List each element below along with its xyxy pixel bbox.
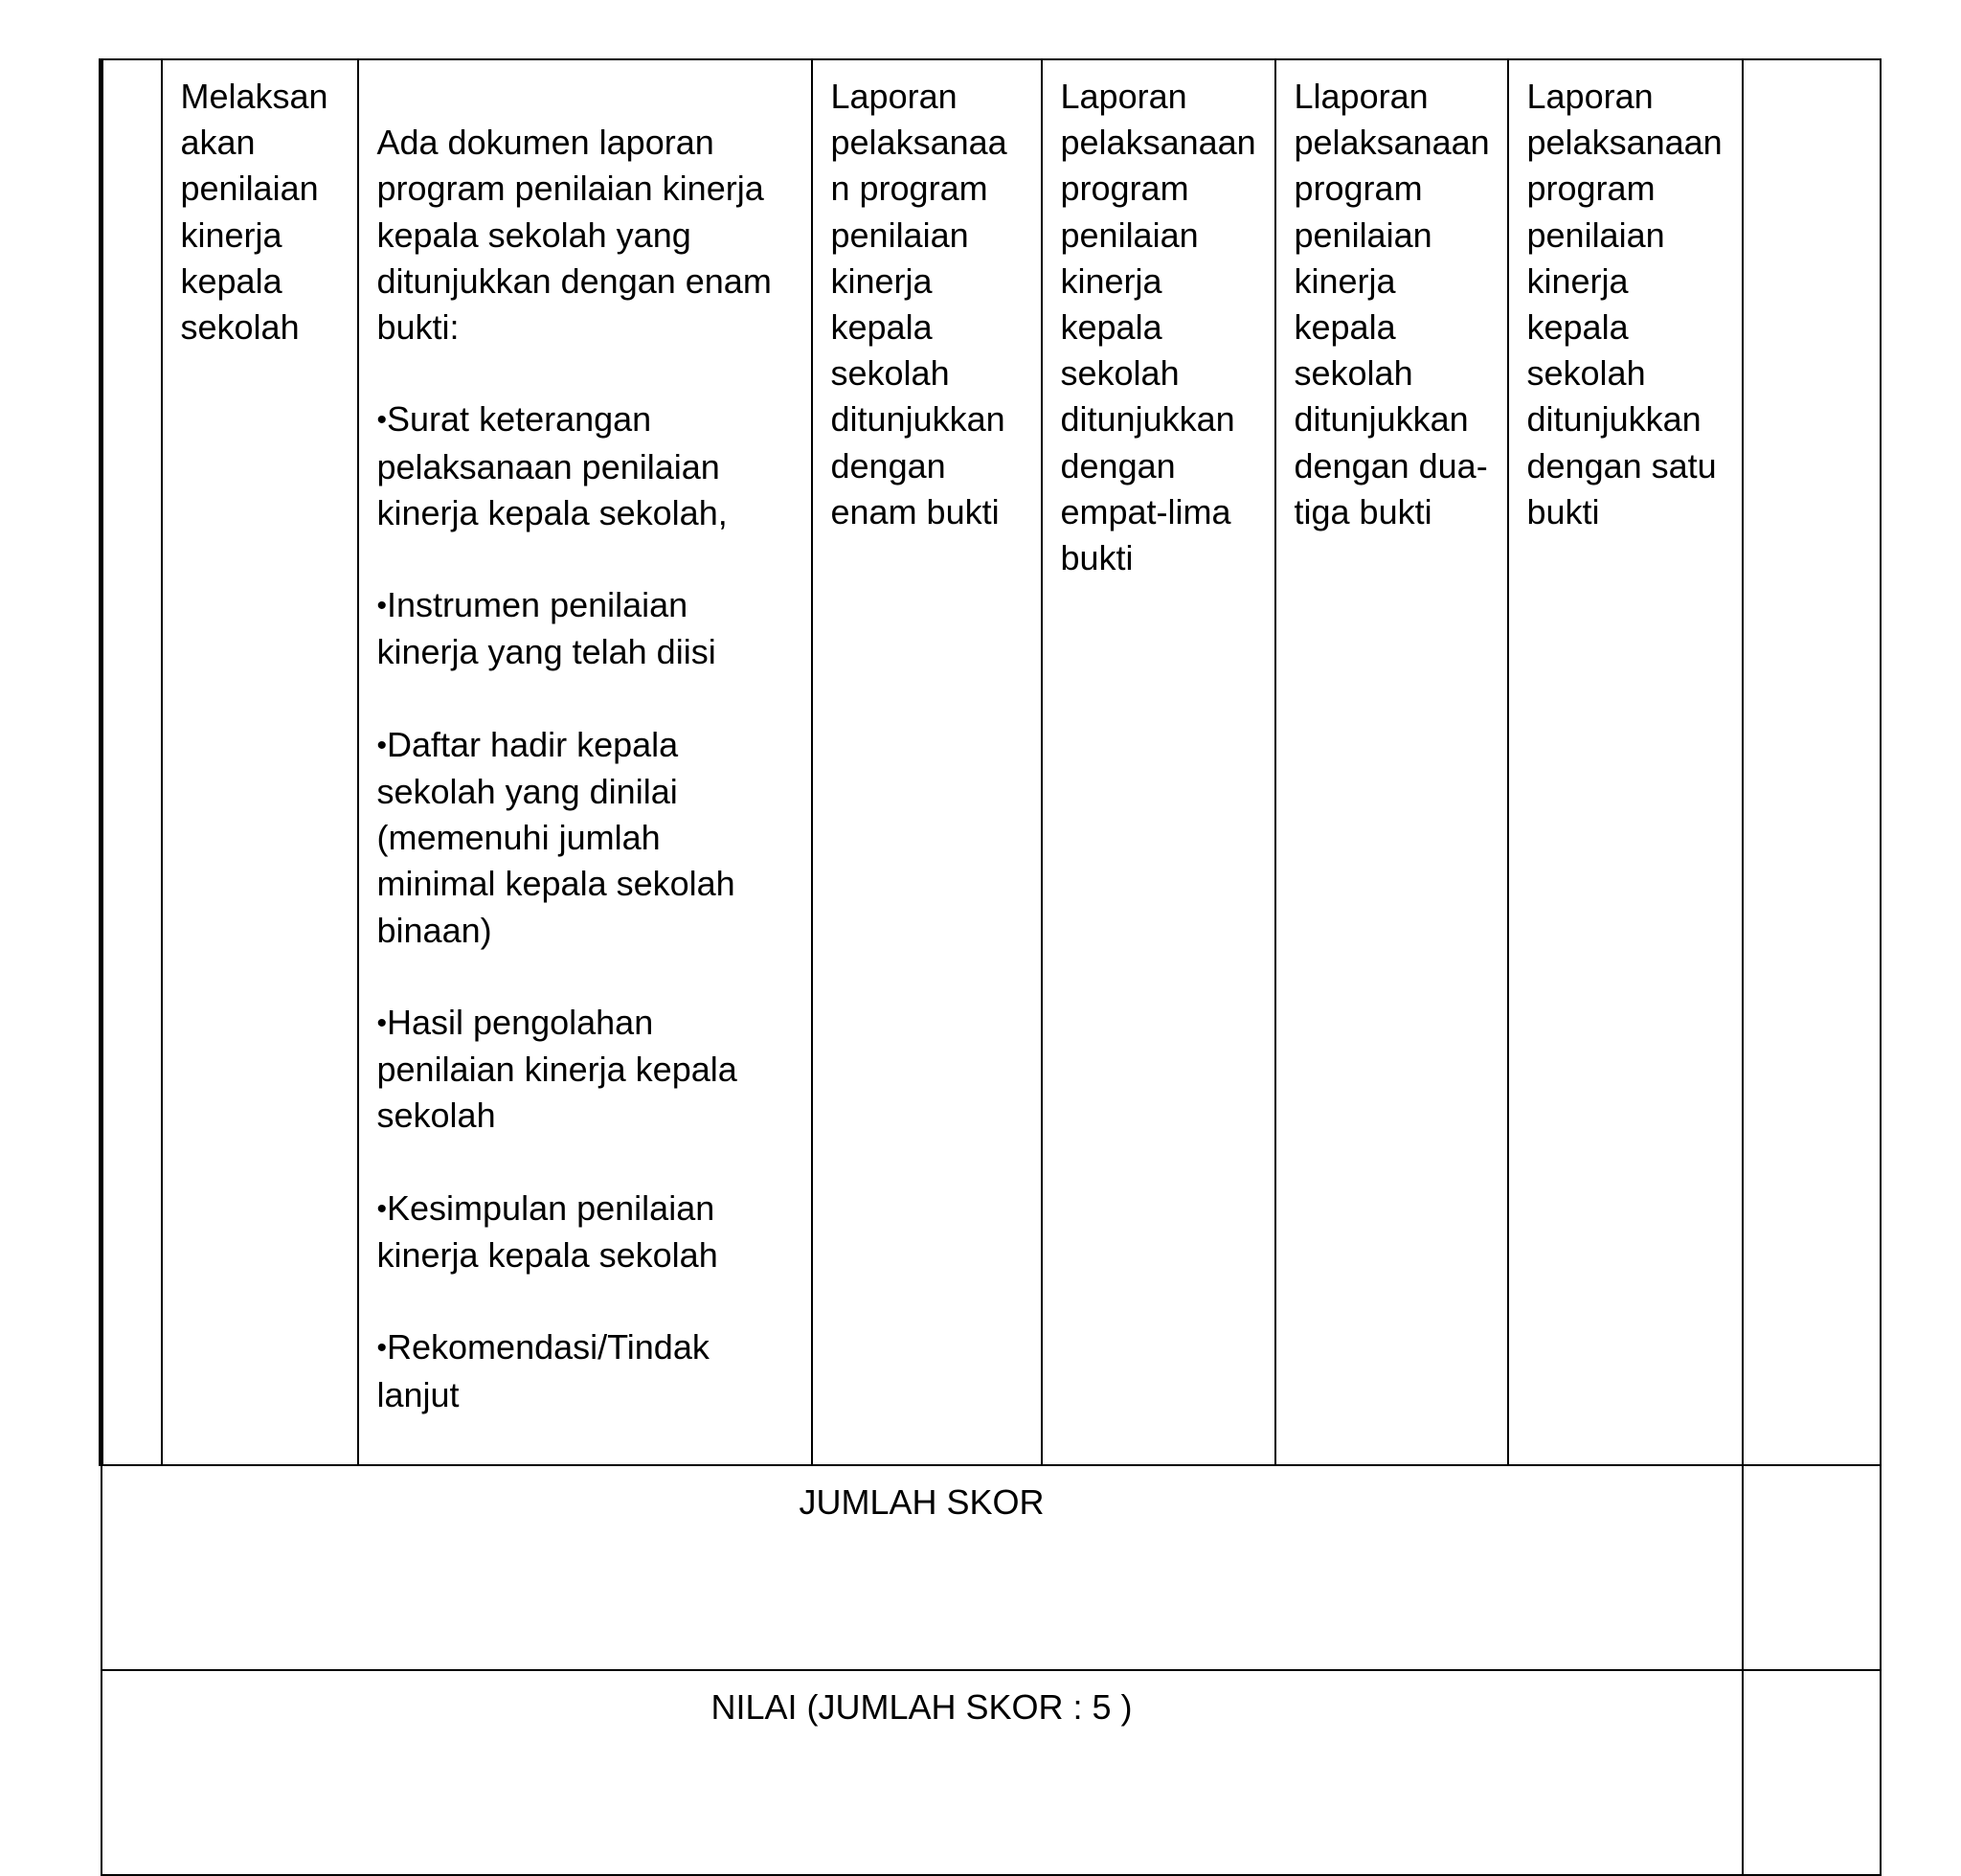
bullet-icon: • <box>376 404 388 437</box>
indicator-bullet <box>377 722 794 954</box>
indicator-bullet-text: Surat keterangan pelaksanaan penilaian kinerja kepala sekolah, <box>376 399 728 532</box>
indicator-bullet <box>377 1000 794 1140</box>
total-score-row <box>101 1465 1881 1670</box>
final-value-cell <box>1743 1670 1881 1875</box>
score-level-2-cell: Llaporan pelaksanaan program penilaian kinerja kepala sekolah ditunjukkan dengan dua- tiga bukti <box>1275 59 1508 1465</box>
score-cell <box>1743 59 1881 1465</box>
indicator-bullet <box>377 582 794 675</box>
final-value-row <box>101 1670 1881 1875</box>
indicator-bullet-text: Hasil pengolahan penilaian kinerja kepala sekolah <box>376 1003 737 1136</box>
bullet-icon: • <box>376 590 388 622</box>
bullet-icon: • <box>376 729 388 761</box>
criterion-row <box>101 59 1881 1465</box>
indicator-bullet <box>377 396 794 536</box>
score-level-1-cell: Laporan pelaksanaan program penilaian kinerja kepala sekolah ditunjukkan dengan satu bukti <box>1508 59 1743 1465</box>
indicator-bullet-text: Daftar hadir kepala sekolah yang dinilai (memenuhi jumlah minimal kepala sekolah binaan) <box>376 724 735 950</box>
score-level-4-cell: Laporan pelaksanaa n program penilaian kinerja kepala sekolah ditunjukkan dengan enam bukti <box>812 59 1042 1465</box>
indicator-bullet-text: Instrumen penilaian kinerja yang telah diisi <box>376 585 716 672</box>
rubric-table <box>99 58 1882 1876</box>
total-score-value-cell <box>1743 1465 1881 1670</box>
bullet-icon: • <box>376 1332 388 1365</box>
bullet-icon: • <box>376 1007 388 1040</box>
score-level-3-cell: Laporan pelaksanaan program penilaian kinerja kepala sekolah ditunjukkan dengan empat-lima bukti <box>1042 59 1275 1465</box>
indicator-bullet <box>377 1324 794 1417</box>
bullet-icon: • <box>376 1192 388 1225</box>
indicator-intro: Ada dokumen laporan program penilaian kinerja kepala sekolah yang ditunjukkan dengan enam bukti: <box>376 123 772 348</box>
indicator-cell <box>358 59 812 1465</box>
activity-cell: Melaksan akan penilaian kinerja kepala sekolah <box>162 59 358 1465</box>
indicator-bullet-text: Kesimpulan penilaian kinerja kepala sekolah <box>376 1187 718 1276</box>
indicator-bullet <box>377 1186 794 1278</box>
row-number-cell <box>101 59 162 1465</box>
indicator-bullet-text: Rekomendasi/Tindak lanjut <box>376 1327 710 1414</box>
final-value-label: NILAI (JUMLAH SKOR : 5 ) <box>101 1670 1743 1875</box>
total-score-label: JUMLAH SKOR <box>101 1465 1743 1670</box>
